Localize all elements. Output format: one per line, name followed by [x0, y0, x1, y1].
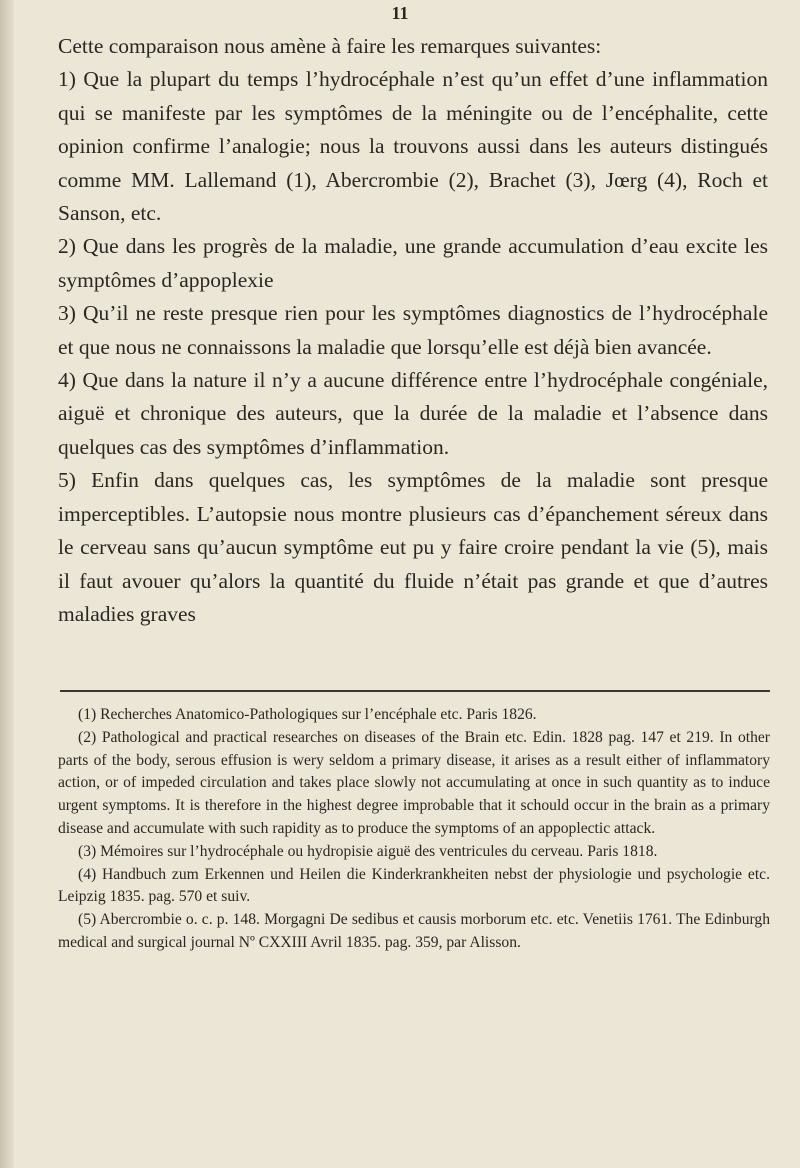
footnote-5: (5) Abercrombie o. c. p. 148. Morgagni De sedibus et causis morborum etc. etc. Venetiis 1761. The Edinburgh medical and surgical journal Nº CXXIII Avril 1835. pag. 359, par Alisson. [58, 911, 770, 951]
footnote-1: (1) Recherches Anatomico-Pathologiques sur l’encéphale etc. Paris 1826. [78, 706, 537, 723]
remark-3: 3) Qu’il ne reste presque rien pour les symptômes diagnostics de l’hydrocéphale et que nous ne connaissons la maladie que lorsqu’elle est déjà bien avancée. [58, 301, 768, 359]
page-edge [0, 0, 14, 1168]
footnote-divider [60, 690, 770, 692]
remark-5: 5) Enfin dans quelques cas, les symptômes de la maladie sont presque imperceptibles. L’autopsie nous montre plusieurs cas d’épanchement séreux dans le cerveau sans qu’aucun symptôme eut pu y faire croire pendant la vie (5), mais il faut avouer qu’alors la quantité du fluide n’était pas grande et que d’autres maladies graves [58, 468, 768, 626]
remark-1: 1) Que la plupart du temps l’hydrocéphale n’est qu’un effet d’une inflammation qui se manifeste par les symptômes de la méningite ou de l’encéphalite, cette opinion confirme l’analogie; nous la trouvons aussi dans les auteurs distingués comme MM. Lallemand (1), Abercrombie (2), Brachet (3), Jœrg (4), Roch et Sanson, etc. [58, 67, 768, 226]
intro-paragraph: Cette comparaison nous amène à faire les remarques suivantes: [58, 34, 602, 58]
footnote-4: (4) Handbuch zum Erkennen und Heilen die Kinderkrankheiten nebst der physiologie und psychologie etc. Leipzig 1835. pag. 570 et suiv. [58, 865, 770, 906]
footnote-3: (3) Mémoires sur l’hydrocéphale ou hydropisie aiguë des ventricules du cerveau. Paris 1818. [78, 842, 658, 860]
footnote-2: (2) Pathological and practical researches on diseases of the Brain etc. Edin. 1828 pag. 147 et 219. In other parts of the body, serous effusion is wery seldom a primary disease, it arises as a result either of inflammatory action, or of impeded circulation and takes place slowly not accumulating at once in such quantity as to induce urgent symptoms. It is therefore in the highest degree improbable that it schould occur in the brain as a primary disease and accumulate with such rapidity as to produce the symptoms of an appoplectic attack. [58, 728, 770, 837]
page-number: 11 [391, 3, 409, 23]
remark-4: 4) Que dans la nature il n’y a aucune différence entre l’hydrocéphale congéniale, aiguë et chronique des auteurs, que la durée de la maladie et l’absence dans quelques cas des symptômes d’inflammation. [58, 368, 768, 459]
main-text [58, 30, 768, 631]
remark-2: 2) Que dans les progrès de la maladie, une grande accumulation d’eau excite les symptômes d’appoplexie [58, 234, 768, 292]
footnotes [58, 704, 770, 955]
